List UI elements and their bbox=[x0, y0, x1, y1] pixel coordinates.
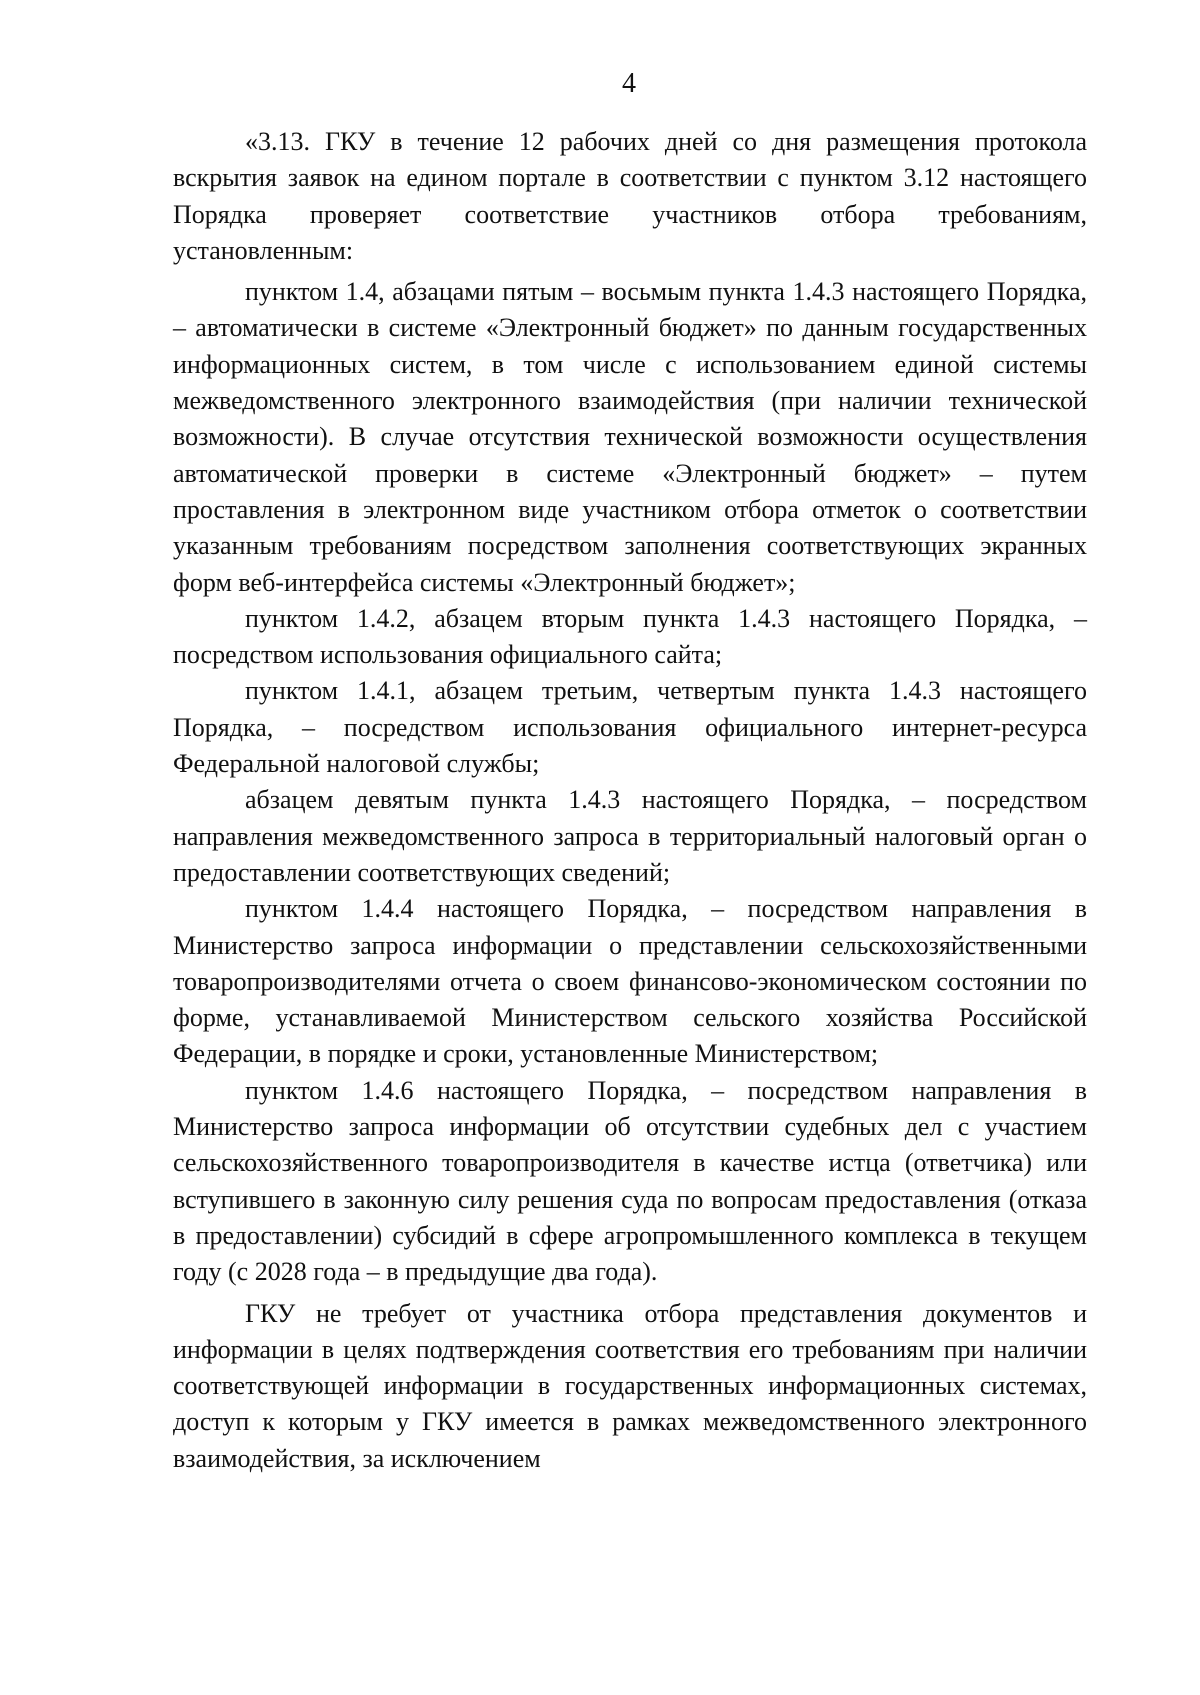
paragraph-interdepartmental-request: абзацем девятым пункта 1.4.3 настоящего Порядка, – посредством направления межведомственного запроса в территориальный налоговый орган о предоставлении соответствующих сведений; bbox=[173, 785, 1087, 887]
paragraph-court-cases: пунктом 1.4.6 настоящего Порядка, – посредством направления в Министерство запроса информации об отсутствии судебных дел с участием сельскохозяйственного товаропроизводителя в качестве истца (ответчика) или вступившего в законную силу решения суда по вопросам предоставления (отказа в предоставлении) субсидий в сфере агропромышленного комплекса в текущем году (с 2028 года – в предыдущие два года). bbox=[173, 1075, 1087, 1287]
paragraph-3-13-intro: «3.13. ГКУ в течение 12 рабочих дней со дня размещения протокола вскрытия заявок на едином портале в соответствии с пунктом 3.12 настоящего Порядка проверяет соответствие участников отбора требованиям, установленным: bbox=[173, 127, 1087, 265]
document-body bbox=[173, 124, 1087, 1477]
paragraph-tax-service: пунктом 1.4.1, абзацем третьим, четвертым пункта 1.4.3 настоящего Порядка, – посредством использования официального интернет-ресурса Федеральной налоговой службы; bbox=[173, 676, 1087, 779]
paragraph-financial-report: пунктом 1.4.4 настоящего Порядка, – посредством направления в Министерство запроса информации о представлении сельскохозяйственными товаропроизводителями отчета о своем финансово-экономическом состоянии по форме, устанавливаемой Министерством сельского хозяйства Российской Федерации, в порядке и сроки, установленные Министерством; bbox=[173, 894, 1087, 1069]
paragraph-no-documents-required: ГКУ не требует от участника отбора представления документов и информации в целях подтверждения соответствия его требованиям при наличии соответствующей информации в государственных информационных системах, доступ к которым у ГКУ имеется в рамках межведомственного электронного взаимодействия, за исключением bbox=[173, 1298, 1087, 1473]
paragraph-automatic-check: пунктом 1.4, абзацами пятым – восьмым пункта 1.4.3 настоящего Порядка, – автоматически в системе «Электронный бюджет» по данным государственных информационных систем, в том числе с использованием единой системы межведомственного электронного взаимодействия (при наличии технической возможности). В случае отсутствия технической возможности осуществления автоматической проверки в системе «Электронный бюджет» – путем проставления в электронном виде участником отбора отметок о соответствии указанным требованиям посредством заполнения соответствующих экранных форм веб-интерфейса системы «Электронный бюджет»; bbox=[173, 277, 1087, 597]
page-number: 4 bbox=[622, 68, 636, 99]
paragraph-official-site: пунктом 1.4.2, абзацем вторым пункта 1.4.3 настоящего Порядка, – посредством использования официального сайта; bbox=[173, 603, 1087, 670]
